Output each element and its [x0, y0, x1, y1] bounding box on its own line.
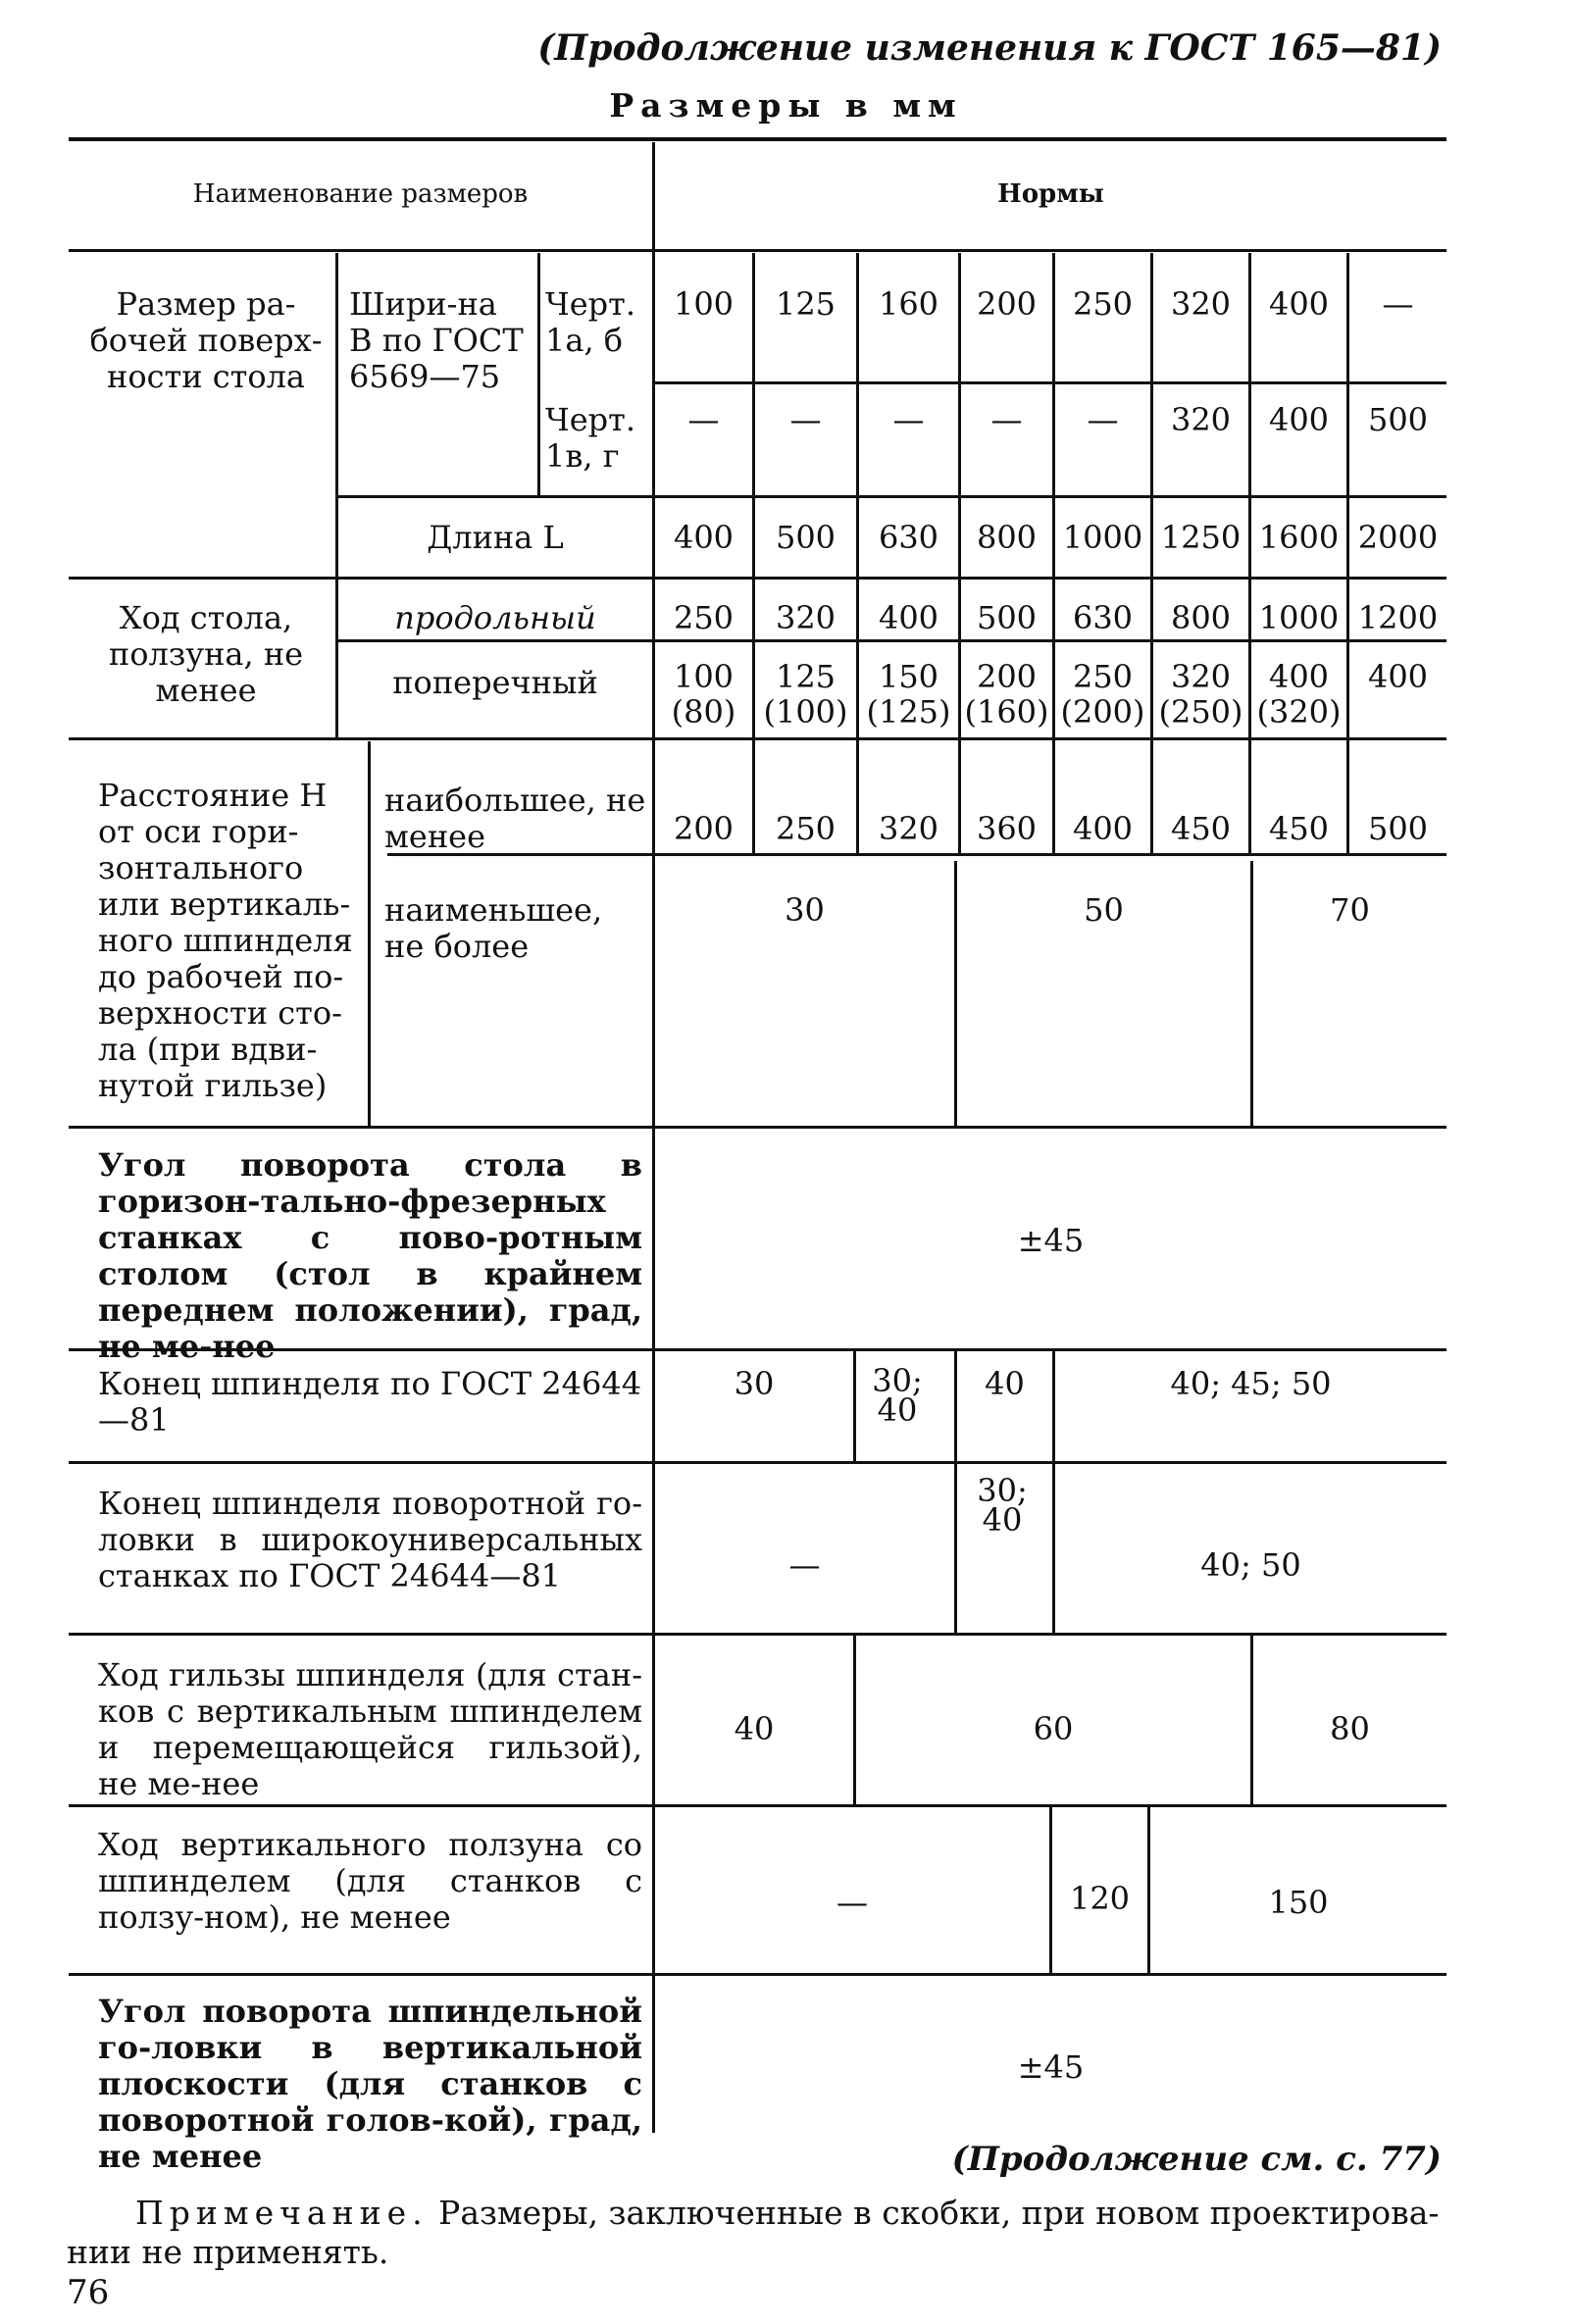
- value-cell: 1600: [1258, 519, 1340, 556]
- value-cell: 400: [1268, 285, 1330, 323]
- value-cell: 450: [1170, 810, 1232, 847]
- value-cell: 630: [1072, 599, 1134, 636]
- note-prefix: Примечание.: [135, 2194, 429, 2232]
- value-cell: 360: [976, 810, 1038, 847]
- value-cell: —: [1382, 285, 1414, 323]
- value-cell: —: [788, 1546, 821, 1584]
- value-cell: —: [687, 401, 720, 438]
- value-cell: 150: [878, 658, 939, 695]
- col-header-name: Наименование размеров: [192, 179, 529, 209]
- value-cell: 500: [1367, 810, 1429, 847]
- table-angle-value: ±45: [1017, 1222, 1085, 1259]
- value-cell: 40; 50: [1200, 1546, 1301, 1584]
- distance-group-label: Расстояние H от оси гори-зонтального или вертикаль-ного шпинделя до рабочей по-верхности сто-ла (при вдви-нутой гильзе): [98, 777, 353, 1104]
- value-cell: 320: [878, 810, 939, 847]
- value-cell: 320: [1170, 658, 1232, 695]
- value-cell: 320: [775, 599, 837, 636]
- value-cell: 630: [878, 519, 939, 556]
- drawing-b-label: Черт. 1в, г: [545, 401, 636, 475]
- value-cell: 200: [976, 658, 1038, 695]
- value-cell: 320: [1170, 285, 1232, 323]
- value-cell: —: [990, 401, 1023, 438]
- value-cell: (250): [1158, 693, 1243, 731]
- distance-min-label: наименьшее, не более: [384, 891, 603, 965]
- value-cell: (320): [1256, 693, 1342, 731]
- value-cell: (80): [671, 693, 736, 731]
- long-travel-label: продольный: [394, 599, 596, 636]
- value-cell: 40; 45; 50: [1170, 1365, 1332, 1402]
- note-text: Размеры, заключенные в скобки, при новом проектирова-нии не применять.: [67, 2194, 1440, 2271]
- head-angle-label: Угол поворота шпиндельной го-ловки в вертикальной плоскости (для станков с поворотной голов-кой), град, не менее: [98, 1993, 642, 2175]
- value-cell: 200: [673, 810, 735, 847]
- value-cell: 500: [1367, 401, 1429, 438]
- value-cell: —: [837, 1884, 868, 1921]
- spindle-end-label: Конец шпинделя по ГОСТ 24644—81: [98, 1365, 642, 1439]
- value-cell: 1200: [1357, 599, 1439, 636]
- value-cell: 30; 40: [977, 1472, 1028, 1539]
- value-cell: 100: [673, 285, 735, 323]
- width-label: Шири-на B по ГОСТ 6569—75: [349, 285, 524, 395]
- value-cell: 70: [1330, 891, 1370, 929]
- value-cell: 30: [734, 1365, 775, 1402]
- value-cell: 500: [775, 519, 837, 556]
- value-cell: (125): [866, 693, 951, 731]
- value-cell: 250: [775, 810, 837, 847]
- value-cell: 150: [1268, 1884, 1329, 1921]
- value-cell: 400: [878, 599, 939, 636]
- value-cell: 250: [673, 599, 735, 636]
- value-cell: 400: [1367, 658, 1429, 695]
- value-cell: 160: [878, 285, 939, 323]
- value-cell: 30; 40: [872, 1362, 923, 1429]
- value-cell: 125: [775, 658, 837, 695]
- value-cell: 320: [1170, 401, 1232, 438]
- distance-max-label: наибольшее, не менее: [384, 782, 646, 855]
- ram-label: Ход вертикального ползуна со шпинделем (для станков с ползу-ном), не менее: [98, 1826, 642, 1936]
- size-group-label: Размер ра-бочей поверх-ности стола: [89, 285, 323, 395]
- page-title: Размеры в мм: [609, 86, 963, 125]
- value-cell: —: [789, 401, 822, 438]
- value-cell: —: [1087, 401, 1119, 438]
- value-cell: 200: [976, 285, 1038, 323]
- head-angle-value: ±45: [1017, 2048, 1085, 2086]
- page-number: 76: [67, 2273, 110, 2312]
- table-angle-label: Угол поворота стола в горизон-тально-фрезерных станках с пово-ротным столом (стол в крайнем переднем положении), град, не ме-нее: [98, 1146, 642, 1365]
- continued-note: (Продолжение см. с. 77): [951, 2140, 1442, 2179]
- value-cell: 80: [1330, 1710, 1370, 1747]
- col-header-norms: Нормы: [997, 179, 1104, 209]
- value-cell: (100): [763, 693, 848, 731]
- value-cell: 500: [976, 599, 1038, 636]
- value-cell: 1000: [1258, 599, 1340, 636]
- value-cell: 30: [785, 891, 825, 929]
- drawing-a-label: Черт. 1а, б: [545, 285, 636, 359]
- value-cell: 1250: [1160, 519, 1242, 556]
- value-cell: 800: [976, 519, 1038, 556]
- value-cell: 400: [1268, 658, 1330, 695]
- value-cell: 400: [1072, 810, 1134, 847]
- value-cell: (200): [1060, 693, 1145, 731]
- value-cell: 40: [734, 1710, 775, 1747]
- value-cell: (160): [964, 693, 1049, 731]
- value-cell: 120: [1069, 1880, 1131, 1917]
- value-cell: 250: [1072, 658, 1134, 695]
- value-cell: 400: [673, 519, 735, 556]
- value-cell: 250: [1072, 285, 1134, 323]
- value-cell: —: [892, 401, 925, 438]
- travel-group-label: Ход стола, ползуна, не менее: [108, 599, 304, 709]
- value-cell: 400: [1268, 401, 1330, 438]
- value-cell: 800: [1170, 599, 1232, 636]
- cross-travel-label: поперечный: [392, 664, 598, 701]
- length-label: Длина L: [427, 519, 564, 556]
- footnote: [67, 2194, 1459, 2272]
- value-cell: 450: [1268, 810, 1330, 847]
- continuation-header: (Продолжение изменения к ГОСТ 165—81): [537, 27, 1442, 69]
- value-cell: 40: [985, 1365, 1025, 1402]
- value-cell: 1000: [1062, 519, 1143, 556]
- value-cell: 2000: [1357, 519, 1439, 556]
- head-end-label: Конец шпинделя поворотной го-ловки в широкоуниверсальных станках по ГОСТ 24644—81: [98, 1485, 642, 1594]
- value-cell: 60: [1033, 1710, 1074, 1747]
- value-cell: 100: [673, 658, 735, 695]
- quill-label: Ход гильзы шпинделя (для стан-ков с вертикальным шпинделем и перемещающейся гильзой), не ме-нее: [98, 1656, 642, 1802]
- value-cell: 50: [1084, 891, 1124, 929]
- value-cell: 125: [775, 285, 837, 323]
